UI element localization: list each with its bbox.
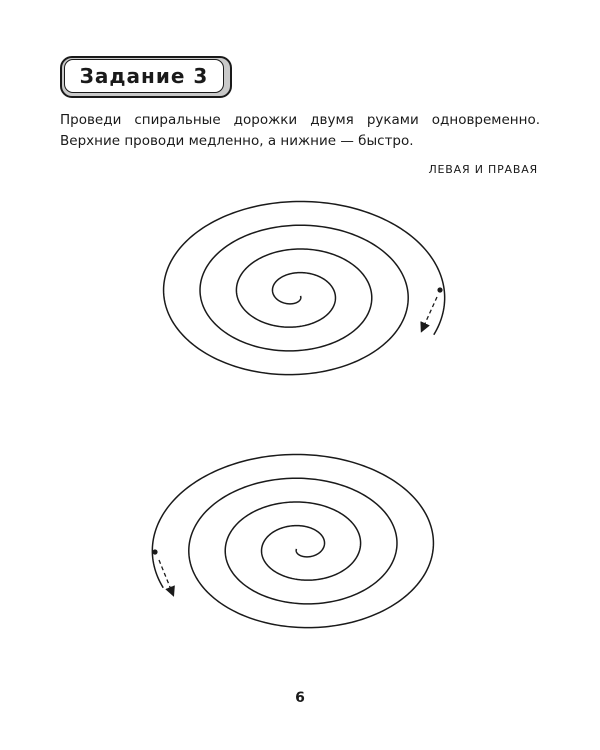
task-title-badge-face: [64, 59, 224, 93]
task-title-badge: [60, 56, 232, 98]
spiral-top-direction-arrow: [423, 297, 437, 328]
task-title: Задание 3: [79, 64, 209, 88]
spiral-top-start-dot: [437, 287, 442, 292]
page-number: 6: [295, 690, 305, 706]
spiral-top[interactable]: [164, 201, 445, 374]
spiral-bottom-start-dot: [152, 549, 157, 554]
hand-label: ЛЕВАЯ И ПРАВАЯ: [428, 163, 538, 176]
spiral-bottom[interactable]: [152, 454, 433, 627]
instruction-text: Проведи спиральные дорожки двумя руками одновременно. Верхние проводи медленно, а нижние — быстро.: [60, 112, 540, 149]
spiral-bottom-direction-arrow: [159, 560, 172, 592]
